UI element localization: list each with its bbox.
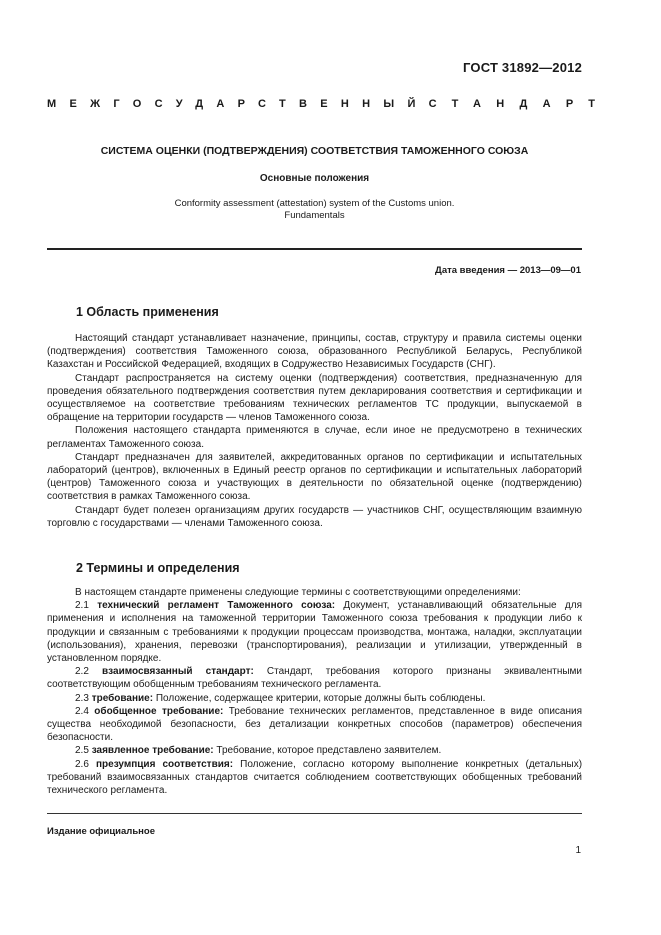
document-subtitle: Основные положения bbox=[259, 173, 370, 184]
term-number: 2.6 bbox=[75, 758, 89, 770]
section-2-body bbox=[47, 586, 582, 797]
term-entry bbox=[47, 692, 582, 705]
term-name: технический регламент Таможенного союза: bbox=[97, 600, 336, 612]
banner-word-interstate: МЕЖГОСУДАРСТВЕННЫЙ bbox=[47, 98, 429, 110]
english-title-line-1: Conformity assessment (attestation) system of the Customs union. bbox=[174, 198, 455, 209]
term-name: презумпция соответствия: bbox=[95, 758, 234, 770]
term-entry bbox=[47, 665, 582, 691]
section-1-heading: 1 Область применения bbox=[76, 305, 219, 319]
english-title bbox=[47, 198, 582, 222]
section-1-paragraph: Стандарт распространяется на систему оценки (подтверждения) соответствия, предназначенную для проведения обязательного подтверждения соответствия путем декларирования соответствия и сертификации и осуществляемое на соответствие требованиям технических регламентов ТС продукции, выпускаемой в обращение на территории государств — членов Таможенного союза. bbox=[47, 372, 582, 424]
term-name: заявленное требование: bbox=[91, 745, 214, 757]
term-definition: Требование, которое представлено заявителем. bbox=[216, 745, 442, 757]
term-name: взаимосвязанный стандарт: bbox=[102, 666, 254, 678]
title-divider bbox=[47, 248, 582, 250]
term-definition: Положение, согласно которому выполнение конкретных (детальных) требований взаимосвязанных стандартов считается соблюдением соответствующих обобщенных требований технического регламента. bbox=[47, 758, 583, 797]
section-2-intro: В настоящем стандарте применены следующие термины с соответствующими определениями: bbox=[75, 587, 521, 598]
section-1-body bbox=[47, 332, 582, 530]
introduction-date: Дата введения — 2013—09—01 bbox=[435, 265, 581, 276]
term-entry bbox=[47, 744, 582, 757]
footer-divider bbox=[47, 813, 582, 814]
term-entry bbox=[47, 705, 582, 745]
term-name: требование: bbox=[91, 692, 154, 704]
banner-word-standard: СТАНДАРТ bbox=[428, 98, 611, 110]
term-number: 2.4 bbox=[75, 705, 89, 717]
official-edition-label: Издание официальное bbox=[47, 826, 155, 837]
term-entry bbox=[47, 758, 582, 798]
section-1-paragraph: Положения настоящего стандарта применяются в случае, если иное не предусмотрено в технических регламентах Таможенного союза. bbox=[47, 425, 582, 450]
section-1-paragraph: Настоящий стандарт устанавливает назначение, принципы, состав, структуру и правила системы оценки (подтверждения) соответствия Таможенного союза, образованного Республикой Беларусь, Республикой Казахстан и Российской Федерацией, входящих в Содружество Независимых Государств (СНГ). bbox=[47, 333, 582, 371]
term-definition: Требование технических регламентов, представленное в виде описания существа необходимой безопасности, без детализации конкретных способов (параметров) обеспечения безопасности. bbox=[47, 705, 582, 744]
standard-type-banner bbox=[47, 98, 611, 110]
document-code: ГОСТ 31892—2012 bbox=[463, 60, 582, 75]
english-title-line-2: Fundamentals bbox=[284, 210, 345, 221]
term-number: 2.1 bbox=[75, 600, 89, 612]
section-1-paragraph: Стандарт будет полезен организациям других государств — участников СНГ, осуществляющим взаимную торговлю с государствами — членами Таможенного союза. bbox=[47, 504, 582, 529]
term-definition: Документ, устанавливающий обязательные для применения и исполнения на таможенной территории Таможенного союза требования к продукции либо к продукции и связанным с требованиями к продукции процессам производства, монтажа, наладки, эксплуатации (использования), хранения, перевозки (транспортирования), реализации и утилизации, утвержденный в установленном порядке. bbox=[47, 600, 582, 665]
document-title: СИСТЕМА ОЦЕНКИ (ПОДТВЕРЖДЕНИЯ) СООТВЕТСТВИЯ ТАМОЖЕННОГО СОЮЗА bbox=[100, 145, 529, 157]
term-name: обобщенное требование: bbox=[94, 705, 224, 717]
term-number: 2.3 bbox=[75, 692, 89, 704]
section-1-paragraph: Стандарт предназначен для заявителей, аккредитованных органов по сертификации и испытательных лабораторий (центров), включенных в Единый реестр органов по сертификации и испытательных лабораторий (центров) Таможенного союза и участвующих в деятельности по обязательной оценке (подтверждению) соответствия в рамках Таможенного союза. bbox=[47, 451, 582, 503]
term-number: 2.2 bbox=[75, 666, 89, 678]
term-number: 2.5 bbox=[75, 745, 89, 757]
term-entry bbox=[47, 599, 582, 665]
page-number: 1 bbox=[575, 845, 581, 856]
term-definition: Положение, содержащее критерии, которые должны быть соблюдены. bbox=[155, 692, 486, 704]
term-definition: Стандарт, требования которого признаны эквивалентными соответствующим обобщенным требованиям технического регламента. bbox=[47, 666, 582, 691]
section-2-heading: 2 Термины и определения bbox=[76, 561, 240, 575]
